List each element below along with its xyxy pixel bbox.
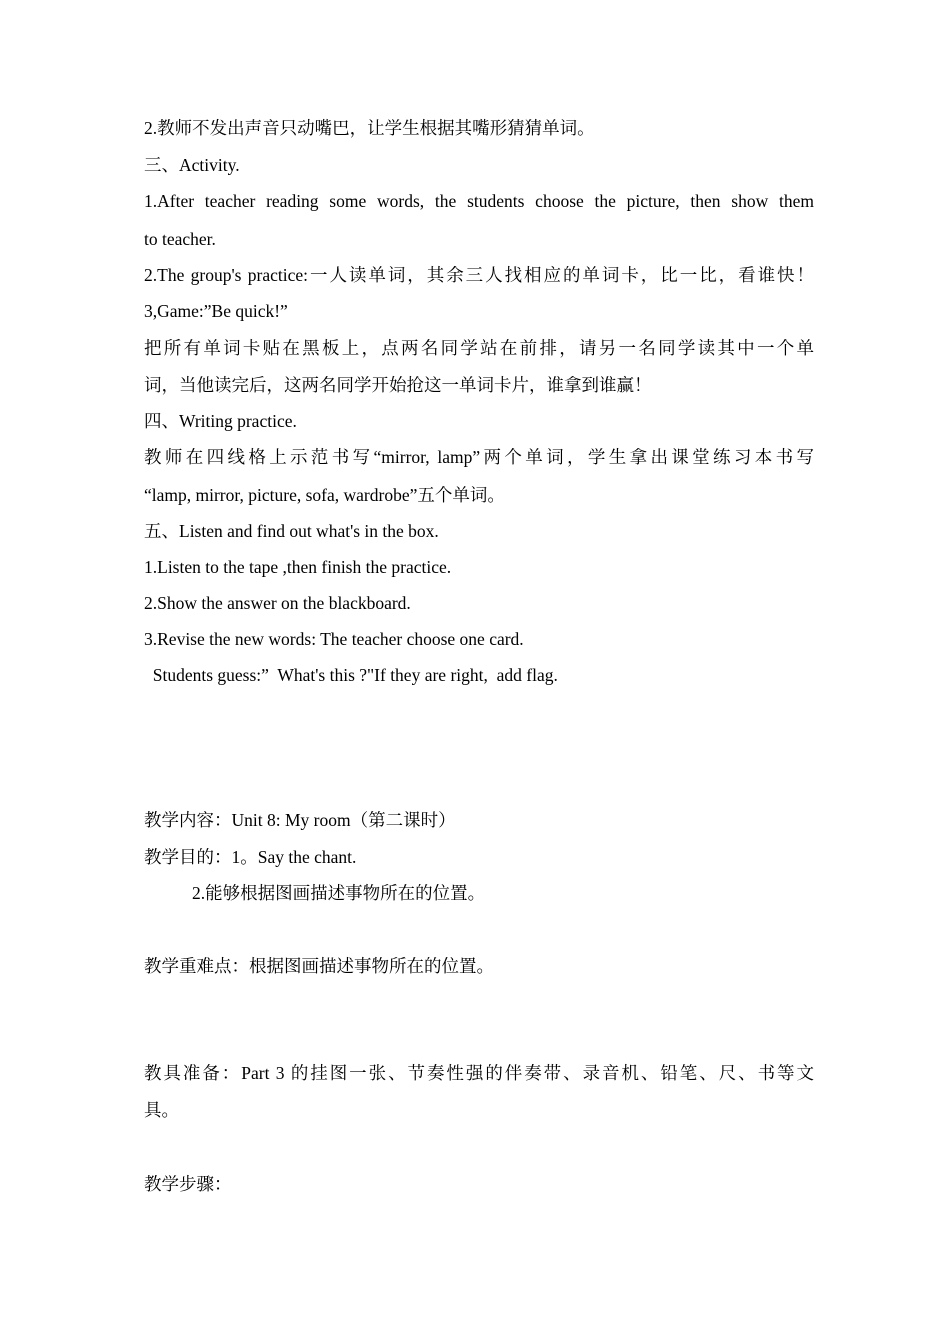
text-line: 教师在四线格上示范书写“mirror, lamp”两个单词，学生拿出课堂练习本书写 [144,447,814,467]
text-line: 3,Game:”Be quick!” [144,301,288,321]
section-heading-listen: 五、Listen and find out what's in the box. [144,521,439,541]
teaching-aids-cont: 具。 [144,1100,179,1120]
text-line: “lamp, mirror, picture, sofa, wardrobe”五个单词。 [144,485,505,505]
lesson-objective-2: 2.能够根据图画描述事物所在的位置。 [192,883,486,903]
text-line: 3.Revise the new words: The teacher choose one card. [144,629,524,649]
text-line: 2.Show the answer on the blackboard. [144,593,411,613]
text-line: 词，当他读完后，这两名同学开始抢这一单词卡片，谁拿到谁赢！ [144,375,652,395]
teaching-aids: 教具准备：Part 3 的挂图一张、节奏性强的伴奏带、录音机、铅笔、尺、书等文 [144,1063,814,1083]
text-line: 1.After teacher reading some words, the students choose the picture, then show them [144,191,814,211]
text-line: 2.教师不发出声音只动嘴巴，让学生根据其嘴形猜猜单词。 [144,118,595,138]
text-line: 把所有单词卡贴在黑板上，点两名同学站在前排，请另一名同学读其中一个单 [144,338,814,358]
section-heading-writing: 四、Writing practice. [144,411,297,431]
lesson-content: 教学内容：Unit 8: My room（第二课时） [144,810,456,830]
text-line: to teacher. [144,229,216,249]
text-line: 1.Listen to the tape ,then finish the practice. [144,557,452,577]
lesson-objective: 教学目的：1。Say the chant. [144,847,357,867]
teaching-steps-heading: 教学步骤： [144,1174,232,1194]
lesson-key-points: 教学重难点：根据图画描述事物所在的位置。 [144,956,494,976]
section-heading-activity: 三、Activity. [144,155,240,175]
text-line: Students guess:” What's this ?"If they are right, add flag. [144,665,558,685]
text-line: 2.The group's practice:一人读单词，其余三人找相应的单词卡，比一比，看谁快！ [144,265,814,285]
